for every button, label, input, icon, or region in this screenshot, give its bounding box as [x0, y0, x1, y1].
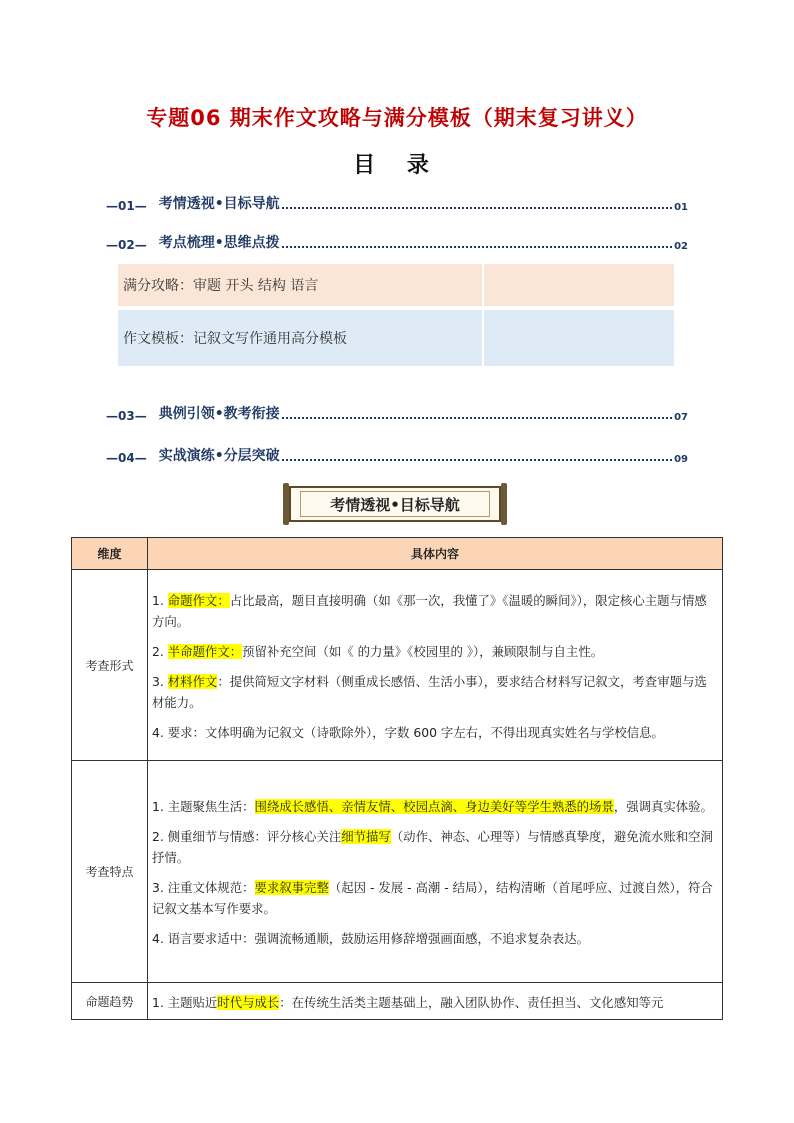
list-item: 3. 注重文体规范：要求叙事完整（起因 - 发展 - 高潮 - 结局），结构清晰（首尾呼应、过渡自然），符合记叙文基本写作要求。: [152, 880, 713, 916]
toc-entry-page: 07: [674, 412, 688, 423]
highlight-text: 时代与成长: [217, 994, 280, 1010]
list-item: 1. 主题聚焦生活：围绕成长感悟、亲情友情、校园点滴、身边美好等学生熟悉的场景，强调真实体验。: [152, 799, 713, 814]
table-header-dimension: 维度: [72, 538, 148, 570]
highlight-text: 要求叙事完整: [254, 880, 329, 895]
table-cell-dimension: 考查形式: [72, 570, 148, 761]
toc-sub-entry-fill: [484, 264, 674, 306]
toc-entry-number: —01—: [106, 199, 147, 213]
highlight-text: 半命题作文：: [167, 643, 243, 659]
toc-entry-label: 考情透视•目标导航: [158, 196, 280, 212]
toc-sub-entry-text: 满分攻略：审题 开头 结构 语言: [118, 264, 482, 306]
list-item: 4. 语言要求适中：强调流畅通顺，鼓励运用修辞增强画面感，不追求复杂表达。: [152, 931, 590, 946]
toc-entry-02[interactable]: [106, 232, 688, 252]
toc-entry-01[interactable]: [106, 193, 688, 213]
section-banner-title: 考情透视•目标导航: [300, 491, 490, 517]
table-cell-dimension: 命题趋势: [72, 983, 148, 1020]
document-title: 专题06 期末作文攻略与满分模板（期末复习讲义）: [146, 106, 648, 130]
table-row: [72, 761, 723, 983]
toc-sub-entry-template: [118, 310, 674, 366]
highlight-text: 细节描写: [341, 829, 391, 844]
toc-entry-page: 02: [674, 241, 688, 252]
table-cell-content: [148, 983, 723, 1020]
highlight-text: 围绕成长感悟、亲情友情、校园点滴、身边美好等学生熟悉的场景: [254, 799, 614, 814]
list-item: 1. 命题作文：占比最高，题目直接明确（如《那一次，我懂了》《温暖的瞬间》），限定核心主题与情感方向。: [152, 592, 707, 629]
list-item: 3. 材料作文：提供简短文字材料（侧重成长感悟、生活小事），要求结合材料写记叙文，考查审题与选材能力。: [152, 673, 707, 710]
toc-sub-entry-text: 作文模板：记叙文写作通用高分模板: [118, 310, 482, 366]
list-item: 2. 侧重细节与情感：评分核心关注细节描写（动作、神态、心理等）与情感真挚度，避免流水账和空洞抒情。: [152, 829, 713, 865]
list-item: 4. 要求：文体明确为记叙文（诗歌除外），字数 600 字左右，不得出现真实姓名与学校信息。: [152, 724, 664, 740]
toc-leader-dots: [282, 417, 672, 419]
toc-leader-dots: [282, 246, 672, 248]
toc-sub-entry-strategy: [118, 264, 674, 306]
toc-entry-04[interactable]: [106, 445, 688, 465]
table-cell-content: [148, 761, 723, 983]
toc-entry-number: —04—: [106, 451, 147, 465]
table-header-content: 具体内容: [148, 538, 723, 570]
highlight-text: 材料作文: [167, 673, 218, 689]
toc-entry-number: —02—: [106, 238, 147, 252]
table-cell-content: [148, 570, 723, 761]
toc-leader-dots: [282, 207, 672, 209]
section-banner: [289, 486, 501, 522]
table-row: [72, 983, 723, 1020]
toc-entry-label: 实战演练•分层突破: [158, 448, 280, 464]
toc-entry-page: 09: [674, 454, 688, 465]
toc-entry-03[interactable]: [106, 403, 688, 423]
table-row: [72, 570, 723, 761]
table-header-row: [72, 538, 723, 570]
table-cell-dimension: 考查特点: [72, 761, 148, 983]
exam-analysis-table: [71, 537, 723, 1020]
highlight-text: 命题作文：: [167, 592, 230, 608]
list-item: 1. 主题贴近时代与成长：在传统生活类主题基础上，融入团队协作、责任担当、文化感知等元: [152, 994, 664, 1010]
toc-entry-label: 考点梳理•思维点拨: [158, 235, 280, 251]
toc-leader-dots: [282, 459, 672, 461]
toc-heading: 目 录: [353, 153, 441, 178]
toc-entry-label: 典例引领•教考衔接: [158, 406, 280, 422]
toc-sub-entry-fill: [484, 310, 674, 366]
toc-entry-page: 01: [674, 202, 688, 213]
list-item: 2. 半命题作文：预留补充空间（如《 的力量》《校园里的 》），兼顾限制与自主性。: [152, 643, 604, 659]
toc-entry-number: —03—: [106, 409, 147, 423]
